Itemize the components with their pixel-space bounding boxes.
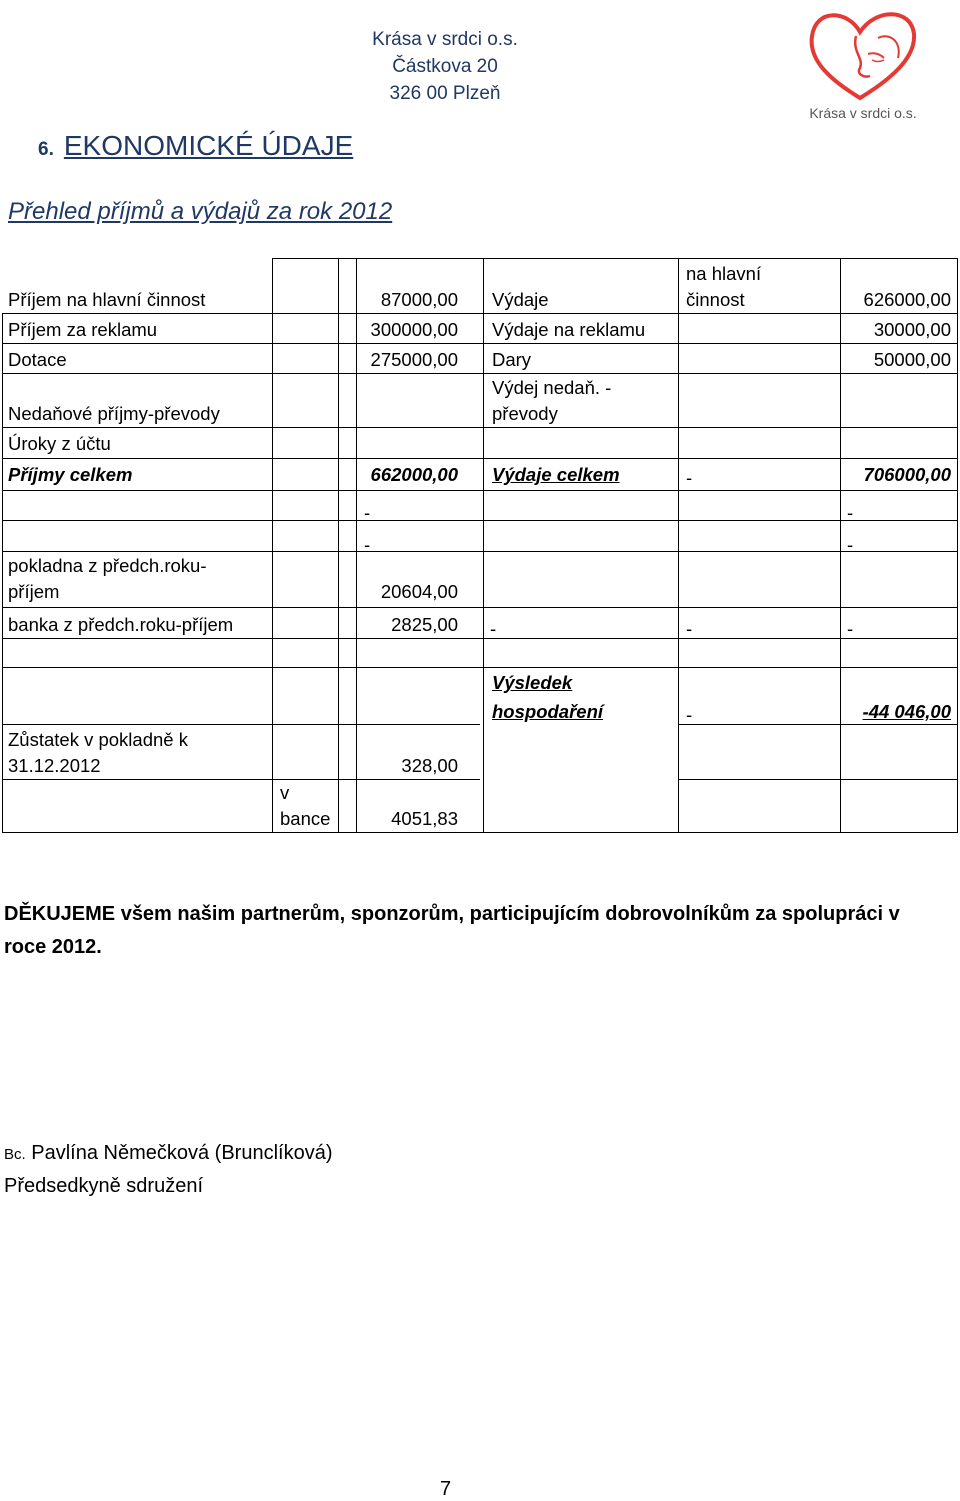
bank-balance-label-line1: v [280, 782, 290, 803]
org-name: Krása v srdci o.s. [372, 29, 518, 50]
gifts-label: Dary [492, 349, 532, 370]
expense-main-label: Výdaje [492, 289, 549, 310]
dash-mark: - [847, 502, 854, 523]
cash-prev-year-value: 20604,00 [380, 581, 458, 602]
expense-advertising-value: 30000,00 [873, 319, 951, 340]
thanks-note: DĚKUJEME všem našim partnerům, sponzorům, participujícím dobrovolníkům za spolupráci v roce 2012. [4, 903, 900, 958]
heart-face-logo-icon [798, 2, 928, 124]
income-main-activity-value: 87000,00 [380, 289, 458, 310]
bank-prev-year-label: banka z předch.roku-příjem [8, 614, 234, 635]
bank-balance-value: 4051,83 [391, 808, 458, 829]
cash-balance-value: 328,00 [401, 755, 458, 776]
table-title: Přehled příjmů a výdajů za rok 2012 [8, 198, 393, 225]
expense-total-value: 706000,00 [863, 464, 951, 485]
org-city: 326 00 Plzeň [389, 83, 501, 104]
dash-mark: - [686, 618, 693, 639]
expense-main-value: 626000,00 [863, 289, 951, 310]
non-tax-expense-label-line2: převody [492, 403, 558, 424]
cash-balance-label-line2: 31.12.2012 [8, 755, 101, 776]
org-street: Částkova 20 [392, 56, 498, 77]
expense-total-label: Výdaje celkem [492, 464, 620, 485]
income-advertising-value: 300000,00 [370, 319, 458, 340]
dash-mark: - [847, 534, 854, 555]
gifts-value: 50000,00 [873, 349, 951, 370]
signature-role: Předsedkyně sdružení [4, 1175, 204, 1197]
expense-main-label-line1: na hlavní [686, 263, 762, 284]
page-number: 7 [440, 1478, 452, 1500]
result-label-line2: hospodaření [492, 701, 604, 722]
income-main-activity-label: Příjem na hlavní činnost [8, 289, 206, 310]
dash-mark: - [364, 502, 371, 523]
non-tax-expense-label-line1: Výdej nedaň. - [492, 377, 612, 398]
income-total-label: Příjmy celkem [8, 464, 133, 485]
cash-prev-year-label-line1: pokladna z předch.roku- [8, 555, 207, 576]
income-total-value: 662000,00 [370, 464, 458, 485]
signature-title: Bc. [4, 1146, 26, 1163]
grants-label: Dotace [8, 349, 67, 370]
cash-prev-year-label-line2: příjem [8, 581, 60, 602]
bank-balance-label-line2: bance [280, 808, 331, 829]
income-advertising-label: Příjem za reklamu [8, 319, 158, 340]
result-label-line1: Výsledek [492, 672, 573, 693]
interest-label: Úroky z účtu [8, 433, 111, 454]
grants-value: 275000,00 [370, 349, 458, 370]
signature-name: Pavlína Němečková (Brunclíková) [31, 1142, 333, 1164]
section-number: 6. [38, 139, 54, 160]
result-value: -44 046,00 [862, 701, 951, 722]
section-heading [38, 130, 353, 162]
organization-logo [798, 2, 928, 124]
logo-caption: Krása v srdci o.s. [809, 105, 917, 121]
cash-balance-label-line1: Zůstatek v pokladně k [8, 729, 188, 750]
dash-mark: - [686, 704, 693, 725]
section-title: EKONOMICKÉ ÚDAJE [63, 130, 354, 161]
organization-address [350, 26, 540, 107]
signature-name-line [4, 1142, 332, 1165]
non-tax-income-label: Nedaňové příjmy-převody [8, 403, 220, 424]
bank-prev-year-value: 2825,00 [391, 614, 458, 635]
expense-advertising-label: Výdaje na reklamu [492, 319, 646, 340]
dash-mark: - [847, 618, 854, 639]
dash-mark: - [364, 534, 371, 555]
dash-mark: - [686, 467, 693, 488]
expense-main-label-line2: činnost [686, 289, 745, 310]
dash-mark: - [490, 618, 497, 639]
